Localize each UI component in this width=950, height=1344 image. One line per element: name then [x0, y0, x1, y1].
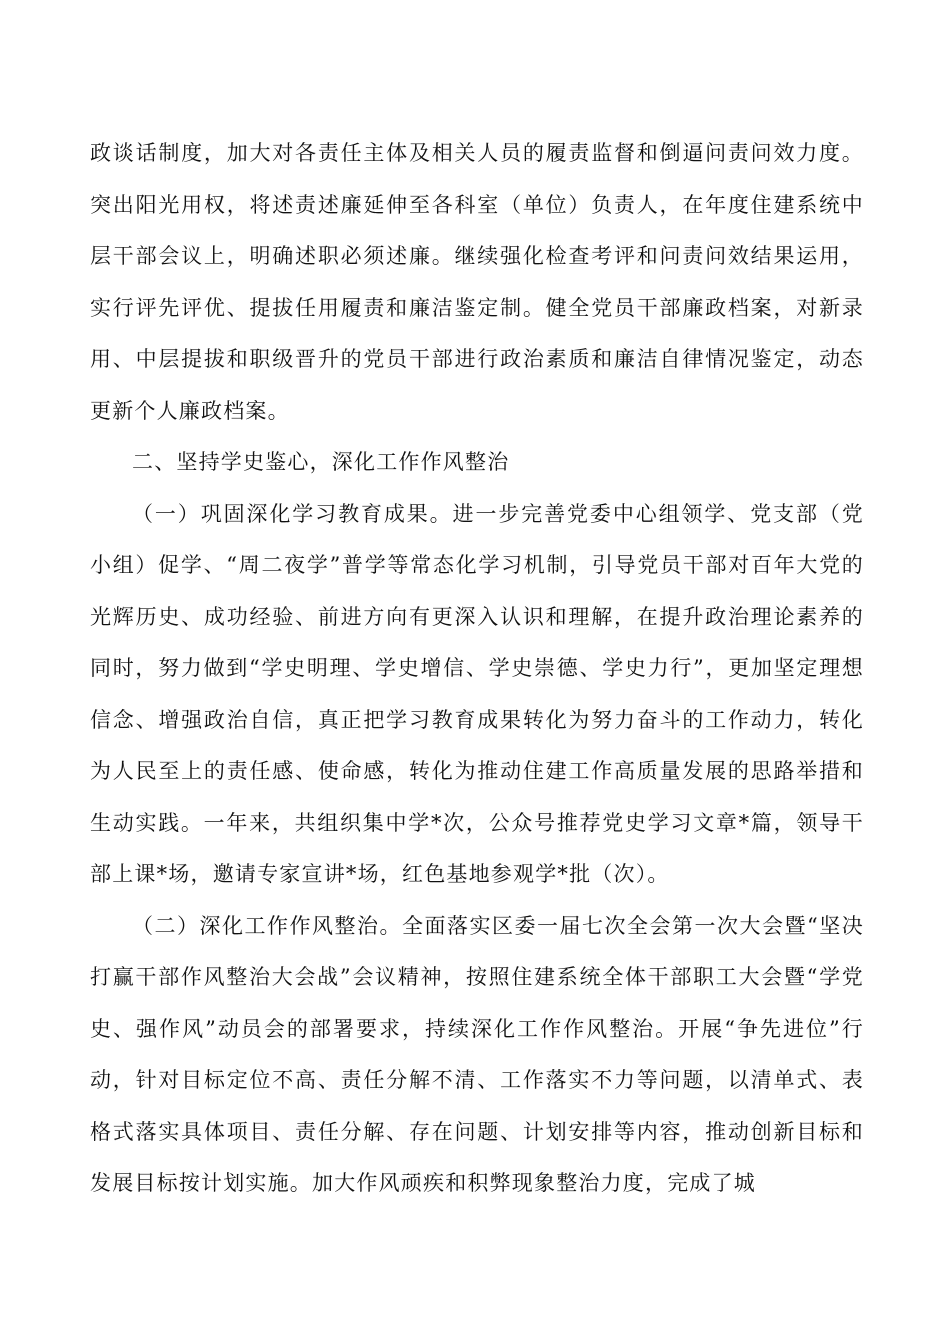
paragraph-3: （二）深化工作作风整治。全面落实区委一届七次全会第一次大会暨“坚决打赢干部作风整治大会战”会议精神，按照住建系统全体干部职工大会暨“学党史、强作风”动员会的部署要求，持续深化工作作风整治。开展“争先进位”行动，针对目标定位不高、责任分解不清、工作落实不力等问题，以清单式、表格式落实具体项目、责任分解、存在问题、计划安排等内容，推动创新目标和发展目标按计划实施。加大作风顽疾和积弊现象整治力度，完成了城 — [90, 913, 864, 1195]
section-heading: 二、坚持学史鉴心，深化工作作风整治 — [132, 450, 510, 474]
paragraph-1: 政谈话制度，加大对各责任主体及相关人员的履责监督和倒逼问责问效力度。突出阳光用权，将述责述廉延伸至各科室（单位）负责人，在年度住建系统中层干部会议上，明确述职必须述廉。继续强化检查考评和问责问效结果运用，实行评先评优、提拔任用履责和廉洁鉴定制。健全党员干部廉政档案，对新录用、中层提拔和职级晋升的党员干部进行政治素质和廉洁自律情况鉴定，动态更新个人廉政档案。 — [90, 141, 864, 423]
document-body — [90, 128, 864, 1210]
paragraph-2: （一）巩固深化学习教育成果。进一步完善党委中心组领学、党支部（党小组）促学、“周二夜学”普学等常态化学习机制，引导党员干部对百年大党的光辉历史、成功经验、前进方向有更深入认识和理解，在提升政治理论素养的同时，努力做到“学史明理、学史增信、学史崇德、学史力行”，更加坚定理想信念、增强政治自信，真正把学习教育成果转化为努力奋斗的工作动力，转化为人民至上的责任感、使命感，转化为推动住建工作高质量发展的思路举措和生动实践。一年来，共组织集中学*次，公众号推荐党史学习文章*篇，领导干部上课*场，邀请专家宣讲*场，红色基地参观学*批（次）。 — [90, 501, 864, 886]
